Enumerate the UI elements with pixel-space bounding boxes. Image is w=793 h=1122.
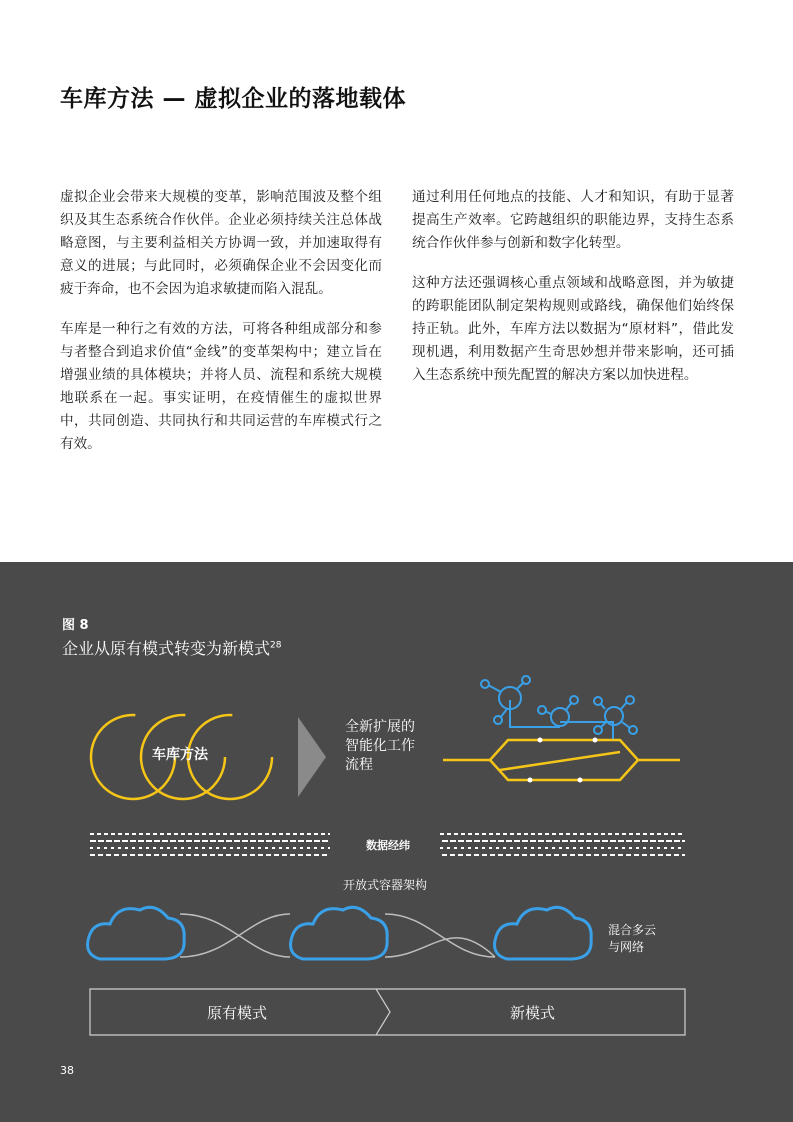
hybrid-cloud-label-line: 与网络 bbox=[608, 940, 645, 954]
workflow-label-line: 全新扩展的 bbox=[345, 719, 415, 735]
garage-label: 车库方法 bbox=[152, 747, 208, 763]
data-fabric-label: 数据经纬 bbox=[366, 839, 410, 852]
left-column bbox=[60, 186, 382, 473]
page-title: 车库方法 — 虚拟企业的落地载体 bbox=[60, 86, 407, 112]
workflow-label-line: 流程 bbox=[345, 757, 373, 773]
figure-panel bbox=[0, 562, 793, 1122]
figure-label: 图 8 bbox=[62, 618, 89, 633]
right-column bbox=[412, 186, 734, 404]
new-model-label: 新模式 bbox=[510, 1004, 556, 1022]
figure-title-text: 企业从原有模式转变为新模式 bbox=[62, 639, 271, 658]
cloud-icon bbox=[291, 907, 388, 959]
hybrid-cloud-label-line: 混合多云 bbox=[608, 923, 657, 937]
paragraph: 通过利用任何地点的技能、人才和知识，有助于显著提高生产效率。它跨越组织的职能边界，支持生态系统合作伙伴参与创新和数字化转型。 bbox=[412, 189, 734, 251]
paragraph: 车库是一种行之有效的方法，可将各种组成部分和参与者整合到追求价值“金线”的变革架构中；建立旨在增强业绩的具体模块；并将人员、流程和系统大规模地联系在一起。事实证明，在疫情催生的虚拟世界中，共同创造、共同执行和共同运营的车库模式行之有效。 bbox=[60, 321, 382, 452]
paragraph: 虚拟企业会带来大规模的变革，影响范围波及整个组织及其生态系统合作伙伴。企业必须持续关注总体战略意图，与主要利益相关方协调一致，并加速取得有意义的进展；与此同时，必须确保企业不会因变化而疲于奔命，也不会因为追求敏捷而陷入混乱。 bbox=[60, 189, 382, 297]
transform-arrow-icon bbox=[298, 717, 326, 797]
workflow-label bbox=[345, 718, 415, 775]
hybrid-cloud-label bbox=[608, 922, 656, 956]
cloud-icon bbox=[88, 907, 185, 959]
workflow-label-line: 智能化工作 bbox=[345, 738, 415, 754]
transition-arrow-outline bbox=[90, 989, 685, 1035]
cloud-icon bbox=[495, 907, 592, 959]
paragraph: 这种方法还强调核心重点领域和战略意图，并为敏捷的跨职能团队制定架构规则或路线，确保他们始终保持正轨。此外，车库方法以数据为“原材料”，借此发现机遇，利用数据产生奇思妙想并带来影响，还可插入生态系统中预先配置的解决方案以加快进程。 bbox=[412, 275, 734, 383]
container-architecture-label: 开放式容器架构 bbox=[343, 878, 428, 892]
workflow-tracks-icon bbox=[443, 740, 680, 780]
legacy-model-label: 原有模式 bbox=[207, 1004, 268, 1022]
workflow-network-icon bbox=[481, 676, 637, 740]
figure-footnote-ref: 28 bbox=[270, 640, 282, 651]
page-number: 38 bbox=[60, 1064, 74, 1077]
